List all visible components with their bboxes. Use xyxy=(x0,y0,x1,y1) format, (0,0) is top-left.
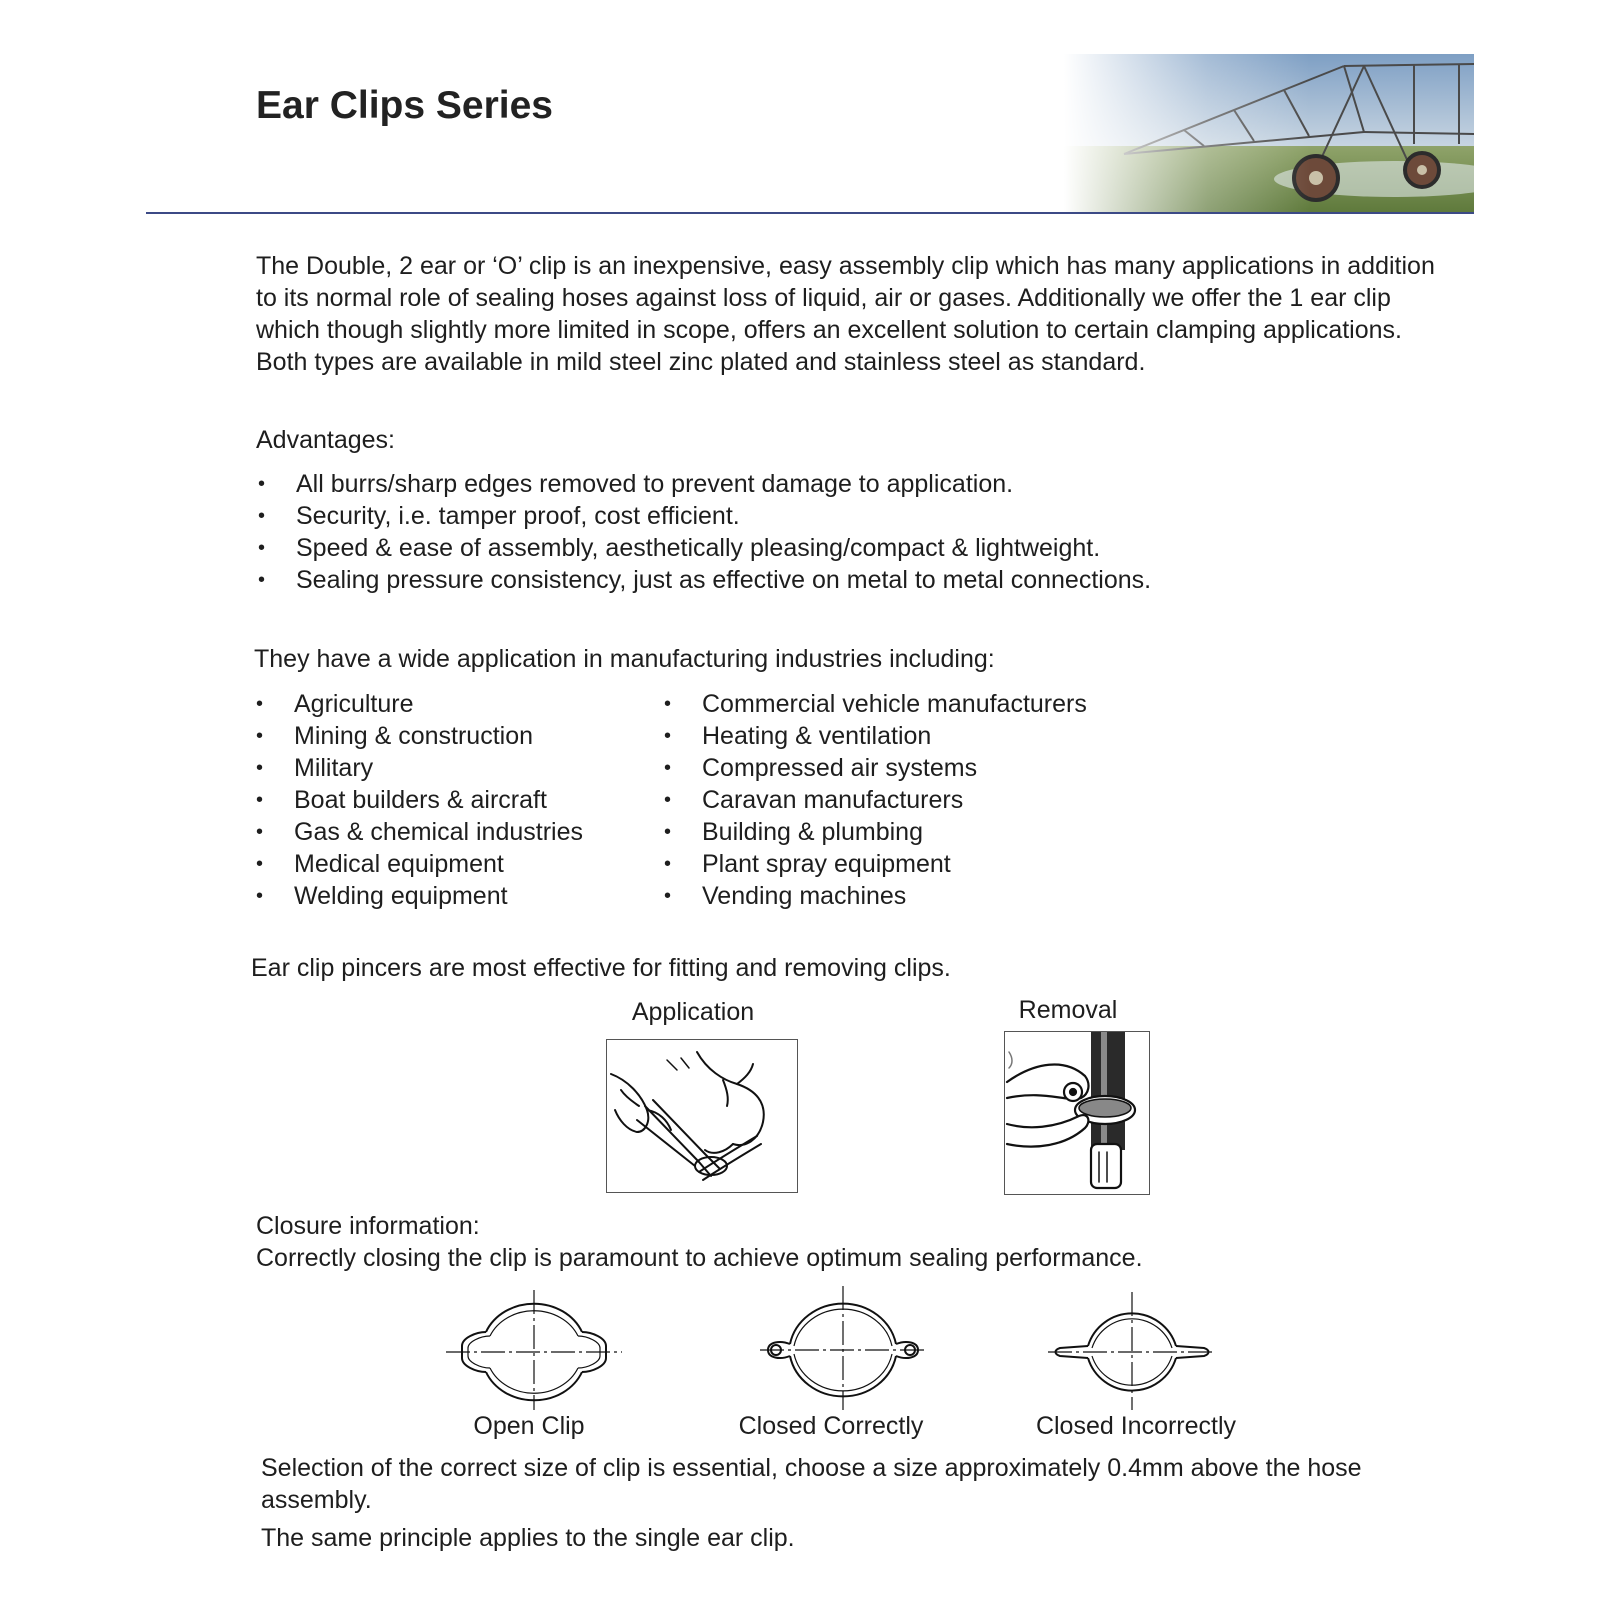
closure-text: Correctly closing the clip is paramount to achieve optimum sealing performance. xyxy=(256,1244,1143,1272)
list-item: • Caravan manufacturers xyxy=(662,784,1087,816)
application-illustration xyxy=(606,1039,798,1193)
list-item: • Boat builders & aircraft xyxy=(254,784,583,816)
removal-illustration xyxy=(1004,1031,1150,1195)
list-item: • Medical equipment xyxy=(254,848,583,880)
closure-heading: Closure information: xyxy=(256,1212,480,1240)
closed-correctly-diagram xyxy=(760,1286,926,1410)
list-item: • Vending machines xyxy=(662,880,1087,912)
advantages-list xyxy=(256,468,1151,596)
list-item: • Plant spray equipment xyxy=(662,848,1087,880)
selection-text: Selection of the correct size of clip is essential, choose a size approximately 0.4mm above the hose assembly. xyxy=(261,1454,1362,1514)
application-label: Application xyxy=(631,998,755,1026)
removal-label: Removal xyxy=(1018,996,1118,1024)
industries-list-right xyxy=(662,688,1087,912)
list-item: • Agriculture xyxy=(254,688,583,720)
list-item: • Heating & ventilation xyxy=(662,720,1087,752)
page-title: Ear Clips Series xyxy=(256,84,553,127)
industries-list-left xyxy=(254,688,583,912)
selection-note: The same principle applies to the single ear clip. xyxy=(261,1524,795,1552)
list-item: • All burrs/sharp edges removed to prevent damage to application. xyxy=(256,468,1151,500)
advantages-heading: Advantages: xyxy=(256,426,395,454)
open-clip-diagram xyxy=(446,1290,622,1410)
closed-correctly-label: Closed Correctly xyxy=(738,1412,924,1440)
list-item: • Welding equipment xyxy=(254,880,583,912)
list-item: • Compressed air systems xyxy=(662,752,1087,784)
list-item: • Sealing pressure consistency, just as effective on metal to metal connections. xyxy=(256,564,1151,596)
industries-heading: They have a wide application in manufacturing industries including: xyxy=(254,645,995,673)
list-item: • Military xyxy=(254,752,583,784)
list-item: • Commercial vehicle manufacturers xyxy=(662,688,1087,720)
open-clip-label: Open Clip xyxy=(473,1412,585,1440)
header-divider xyxy=(146,212,1474,214)
closed-incorrectly-label: Closed Incorrectly xyxy=(1035,1412,1237,1440)
list-item: • Gas & chemical industries xyxy=(254,816,583,848)
pincers-text: Ear clip pincers are most effective for fitting and removing clips. xyxy=(251,954,951,982)
list-item: • Building & plumbing xyxy=(662,816,1087,848)
list-item: • Mining & construction xyxy=(254,720,583,752)
closed-incorrectly-diagram xyxy=(1048,1292,1216,1410)
intro-paragraph: The Double, 2 ear or ‘O’ clip is an inexpensive, easy assembly clip which has many applications in addition to its normal role of sealing hoses against loss of liquid, air or gases. Additionally we offer the 1 ear clip which though slightly more limited in scope, offers an excellent solution to certain clamping applications. Both types are available in mild steel zinc plated and stainless steel as standard. xyxy=(256,252,1435,376)
irrigation-photo xyxy=(1064,54,1474,212)
list-item: • Security, i.e. tamper proof, cost efficient. xyxy=(256,500,1151,532)
list-item: • Speed & ease of assembly, aesthetically pleasing/compact & lightweight. xyxy=(256,532,1151,564)
